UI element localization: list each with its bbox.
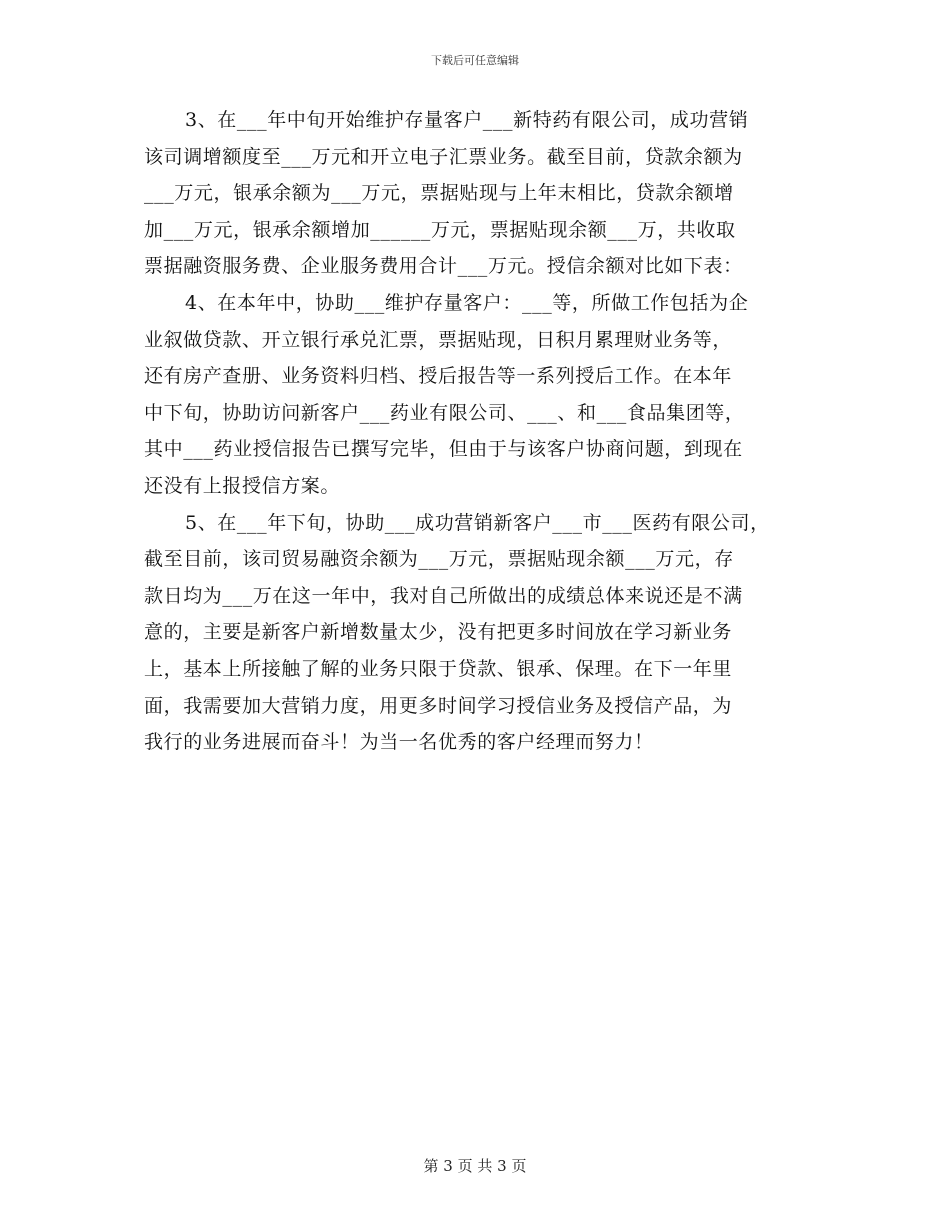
body-line: 意的，主要是新客户新增数量太少，没有把更多时间放在学习新业务 bbox=[144, 621, 733, 644]
document-body bbox=[144, 110, 824, 769]
body-line: 4、在本年中，协助___维护存量客户：___等，所做工作包括为企 bbox=[185, 291, 749, 314]
body-line: 业叙做贷款、开立银行承兑汇票，票据贴现，日积月累理财业务等， bbox=[144, 328, 733, 351]
body-line: 我行的业务进展而奋斗！为当一名优秀的客户经理而努力！ bbox=[144, 731, 654, 754]
body-line: 中下旬，协助访问新客户___药业有限公司、___、和___食品集团等， bbox=[144, 401, 745, 424]
page-number-footer: 第 3 页 共 3 页 bbox=[423, 1157, 527, 1175]
body-line: 还有房产查册、业务资料归档、授后报告等一系列授后工作。在本年 bbox=[144, 365, 733, 388]
body-line: 其中___药业授信报告已撰写完毕，但由于与该客户协商问题，到现在 bbox=[144, 438, 743, 461]
body-line: 还没有上报授信方案。 bbox=[144, 474, 341, 497]
body-line: 上，基本上所接触了解的业务只限于贷款、银承、保理。在下一年里 bbox=[144, 657, 733, 680]
body-line: 款日均为___万在这一年中，我对自己所做出的成绩总体来说还是不满 bbox=[144, 584, 743, 607]
body-line: 该司调增额度至___万元和开立电子汇票业务。截至目前，贷款余额为 bbox=[144, 145, 743, 168]
body-line: 截至目前，该司贸易融资余额为___万元，票据贴现余额___万元，存 bbox=[144, 548, 734, 571]
body-line: 3、在___年中旬开始维护存量客户___新特药有限公司，成功营销 bbox=[185, 109, 749, 131]
body-line: 票据融资服务费、企业服务费用合计___万元。授信余额对比如下表： bbox=[144, 255, 743, 278]
body-line: 面，我需要加大营销力度，用更多时间学习授信业务及授信产品，为 bbox=[144, 694, 733, 717]
body-line: 加___万元，银承余额增加______万元，票据贴现余额___万，共收取 bbox=[144, 218, 736, 241]
body-line: 5、在___年下旬，协助___成功营销新客户___市___医药有限公司， bbox=[185, 511, 770, 534]
page-header-note: 下载后可任意编辑 bbox=[431, 54, 519, 67]
body-line: ___万元，银承余额为___万元，票据贴现与上年末相比，贷款余额增 bbox=[144, 182, 734, 205]
